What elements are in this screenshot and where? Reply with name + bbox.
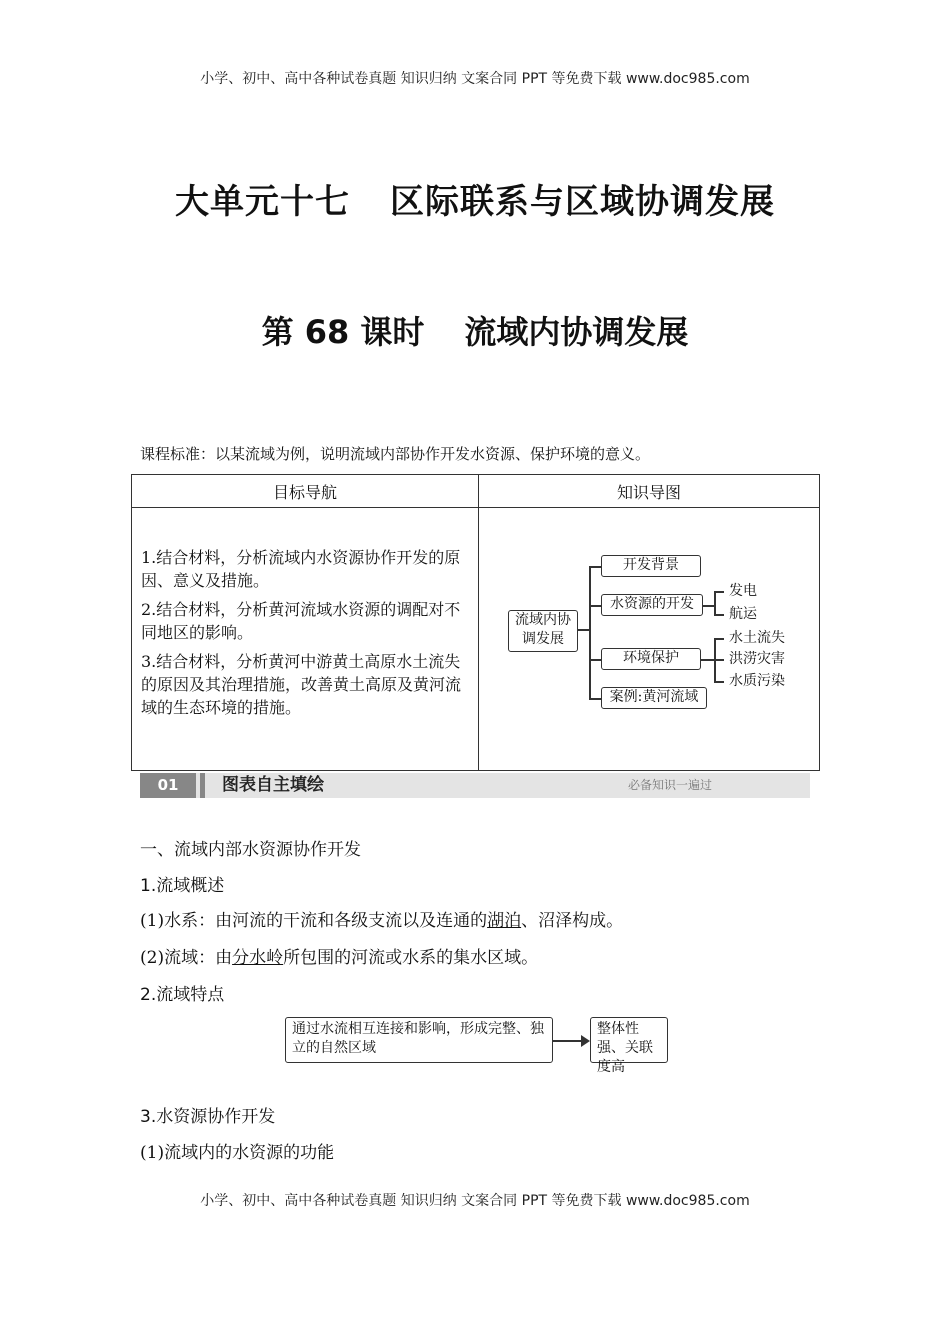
connector	[589, 659, 601, 661]
mindmap-leaf: 洪涝灾害	[729, 651, 785, 667]
paragraph-functions: (1)流域内的水资源的功能	[140, 1143, 335, 1163]
mindmap-header: 知识导图	[479, 475, 820, 508]
goals-cell	[132, 508, 479, 771]
answer-blank: 分水岭	[232, 948, 284, 968]
text: 、沼泽构成。	[521, 911, 624, 931]
connector	[589, 605, 601, 607]
connector	[714, 681, 724, 683]
mindmap-branch-environment: 环境保护	[601, 648, 701, 670]
unit-title-number: 大单元十七	[175, 182, 350, 222]
connector	[714, 659, 724, 661]
mindmap-leaf: 航运	[729, 606, 757, 622]
page-header: 小学、初中、高中各种试卷真题 知识归纳 文案合同 PPT 等免费下载 www.doc985.com	[200, 71, 750, 87]
goals-header: 目标导航	[132, 475, 479, 508]
goal-item: 3.结合材料，分析黄河中游黄土高原水土流失的原因及其治理措施，改善黄土高原及黄河流域的生态环境的措施。	[141, 652, 462, 717]
flow-arrow-line	[553, 1040, 583, 1042]
arrow-right-icon	[581, 1035, 590, 1047]
unit-title	[0, 174, 950, 223]
mindmap-leaf: 水土流失	[729, 630, 785, 646]
connector	[589, 566, 591, 699]
banner-number: 01	[140, 773, 196, 798]
mindmap-root: 流域内协调发展	[508, 610, 578, 652]
mindmap-branch-background: 开发背景	[601, 555, 701, 577]
connector	[589, 566, 601, 568]
mindmap-leaf: 发电	[729, 583, 757, 599]
banner-title: 图表自主填绘	[222, 775, 324, 795]
paragraph-water-system	[140, 906, 623, 931]
paragraph-basin	[140, 943, 538, 968]
mindmap-cell	[479, 508, 820, 771]
section-heading: 一、流域内部水资源协作开发	[140, 840, 361, 860]
curriculum-standard: 课程标准：以某流域为例，说明流域内部协作开发水资源、保护环境的意义。	[140, 445, 651, 463]
connector	[700, 659, 714, 661]
page-footer: 小学、初中、高中各种试卷真题 知识归纳 文案合同 PPT 等免费下载 www.doc985.com	[200, 1193, 750, 1209]
subsection-heading: 2.流域特点	[140, 985, 225, 1005]
connector	[714, 591, 716, 615]
lesson-title-number: 第 68 课时	[261, 313, 425, 351]
text: (2)流域：由	[140, 948, 233, 968]
text: (1)水系：由河流的干流和各级支流以及连通的	[140, 911, 488, 931]
unit-title-name: 区际联系与区域协调发展	[390, 182, 775, 222]
goal-item: 2.结合材料，分析黄河流域水资源的调配对不同地区的影响。	[141, 600, 461, 642]
subsection-heading: 1.流域概述	[140, 876, 225, 896]
subsection-heading: 3.水资源协作开发	[140, 1107, 276, 1127]
banner-subtitle: 必备知识一遍过	[627, 778, 712, 792]
lesson-title	[0, 307, 950, 353]
mindmap-leaf: 水质污染	[729, 673, 785, 689]
section-banner	[140, 773, 810, 798]
goal-item: 1.结合材料，分析流域内水资源协作开发的原因、意义及措施。	[141, 548, 461, 590]
mindmap-branch-case: 案例:黄河流域	[601, 687, 707, 709]
text: 所包围的河流或水系的集水区域。	[283, 948, 539, 968]
mindmap-branch-water: 水资源的开发	[601, 594, 703, 616]
flow-box-right: 整体性强、关联度高	[590, 1017, 668, 1063]
banner-separator	[200, 773, 205, 798]
connector	[702, 605, 714, 607]
connector	[714, 638, 724, 640]
connector	[577, 629, 589, 631]
guide-table	[131, 474, 820, 771]
connector	[589, 698, 601, 700]
connector	[714, 591, 724, 593]
connector	[714, 614, 724, 616]
flow-box-left: 通过水流相互连接和影响，形成完整、独立的自然区域	[285, 1017, 553, 1063]
lesson-title-name: 流域内协调发展	[464, 313, 689, 351]
answer-blank: 湖泊	[487, 911, 522, 931]
